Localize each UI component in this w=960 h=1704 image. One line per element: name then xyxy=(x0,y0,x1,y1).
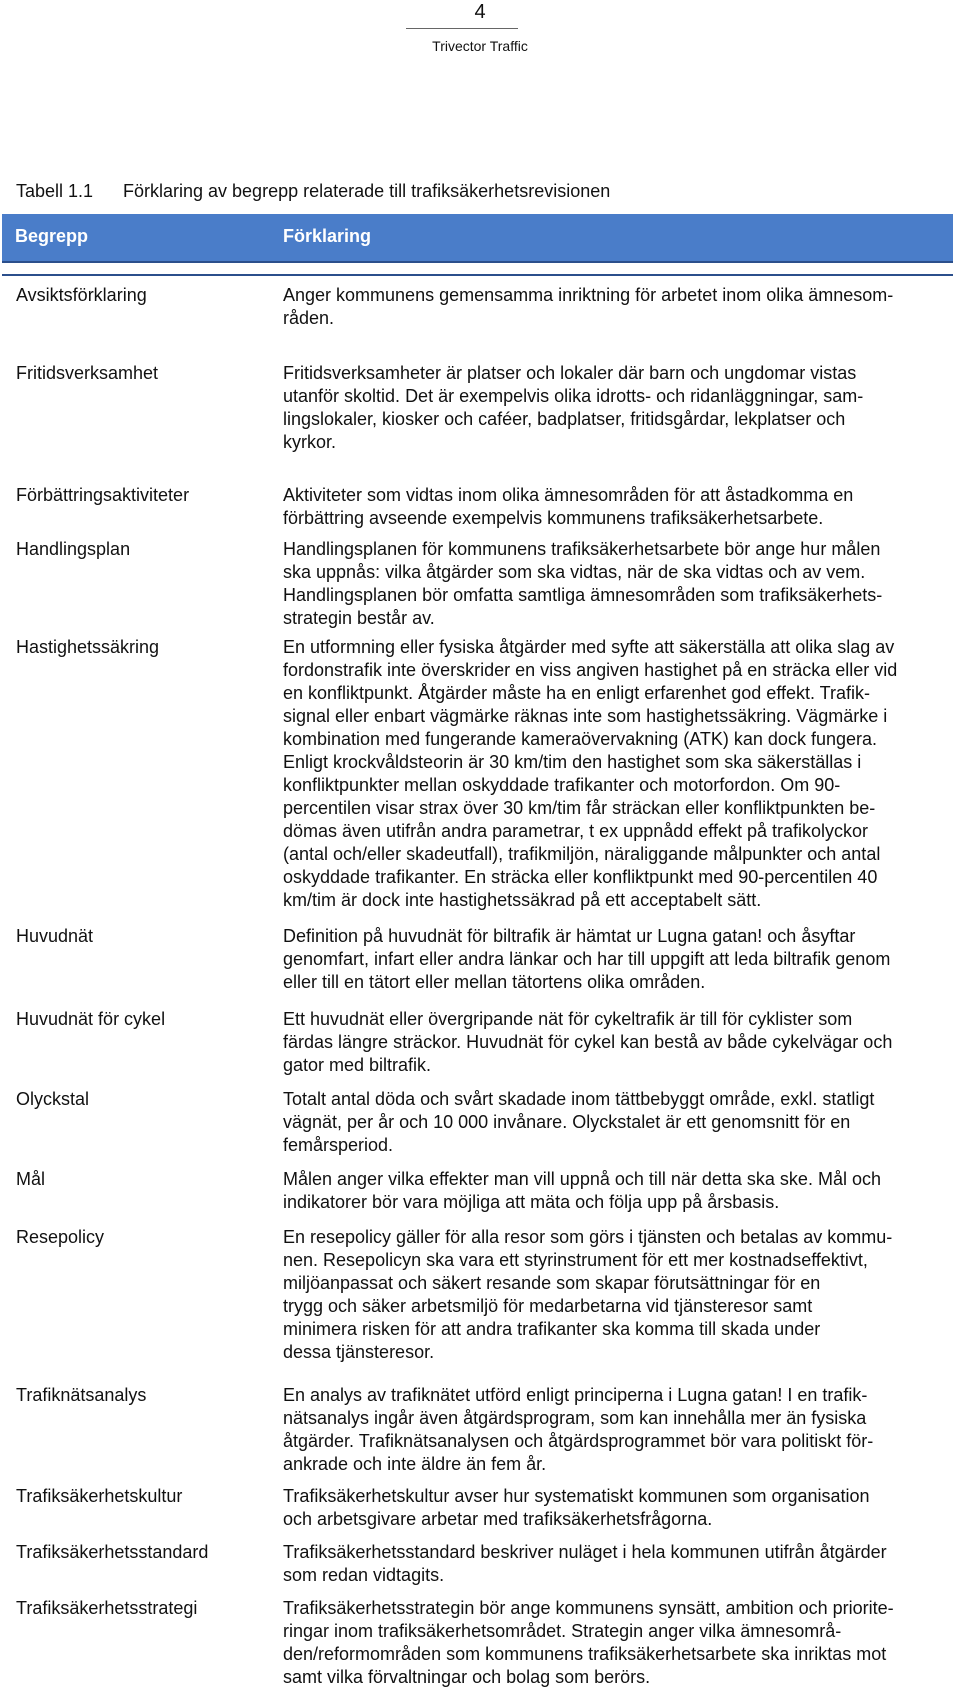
term-cell: Handlingsplan xyxy=(16,539,131,559)
explanation-line: kyrkor. xyxy=(283,432,337,452)
explanation-line: en konfliktpunkt. Åtgärder måste ha en enligt erfarenhet god effekt. Trafik- xyxy=(283,683,871,703)
explanation-line: Fritidsverksamheter är platser och lokaler där barn och ungdomar vistas xyxy=(283,363,857,383)
explanation-line: förbättring avseende exempelvis kommunens trafiksäkerhetsarbete. xyxy=(283,508,824,528)
explanation-line: indikatorer bör vara möjliga att mäta och följa upp på årsbasis. xyxy=(283,1192,780,1212)
explanation-cell xyxy=(283,484,948,530)
explanation-line: kombination med fungerande kameraövervakning (ATK) kan dock fungera. xyxy=(283,729,877,749)
header-rule xyxy=(406,28,518,29)
explanation-line: Anger kommunens gemensamma inriktning för arbetet inom olika ämnesom- xyxy=(283,285,894,305)
explanation-line: femårsperiod. xyxy=(283,1135,394,1155)
caption-label: Tabell 1.1 xyxy=(16,181,94,201)
explanation-line: utanför skoltid. Det är exempelvis olika idrotts- och ridanläggningar, sam- xyxy=(283,386,864,406)
explanation-cell xyxy=(283,1168,948,1214)
explanation-cell xyxy=(283,1088,948,1157)
page-number: 4 xyxy=(474,1,486,23)
explanation-line: (antal och/eller skadeutfall), trafikmiljön, näraliggande målpunkter och antal xyxy=(283,844,881,864)
explanation-line: Trafiksäkerhetskultur avser hur systematiskt kommunen som organisation xyxy=(283,1486,870,1506)
table-header-band xyxy=(2,214,953,263)
explanation-line: åtgärder. Trafiknätsanalysen och åtgärdsprogrammet bör vara politiskt för- xyxy=(283,1431,874,1451)
table-header xyxy=(2,214,953,276)
explanation-line: minimera risken för att andra trafikanter ska komma till skada under xyxy=(283,1319,821,1339)
explanation-line: eller till en tätort eller mellan tätortens olika områden. xyxy=(283,972,706,992)
term-cell: Trafiksäkerhetskultur xyxy=(16,1486,183,1506)
term-cell: Hastighetssäkring xyxy=(16,637,160,657)
explanation-line: den/reformområden som kommunens trafiksäkerhetsarbete ska inriktas mot xyxy=(283,1644,887,1664)
explanation-cell xyxy=(283,1008,948,1077)
explanation-line: Handlingsplanen för kommunens trafiksäkerhetsarbete bör ange hur målen xyxy=(283,539,881,559)
explanation-line: En resepolicy gäller för alla resor som görs i tjänsten och betalas av kommu- xyxy=(283,1227,893,1247)
explanation-line: nätsanalys ingår även åtgärdsprogram, som kan innehålla mer än fysiska xyxy=(283,1408,867,1428)
explanation-line: konfliktpunkter mellan oskyddade trafikanter och motorfordon. Om 90- xyxy=(283,775,841,795)
explanation-line: percentilen visar strax över 30 km/tim får sträckan eller konfliktpunkten be- xyxy=(283,798,876,818)
term-cell: Trafiksäkerhetsstandard xyxy=(16,1542,209,1562)
term-cell: Trafiknätsanalys xyxy=(16,1385,147,1405)
explanation-cell xyxy=(283,1485,948,1531)
explanation-cell xyxy=(283,362,948,454)
caption-title: Förklaring av begrepp relaterade till trafiksäkerhetsrevisionen xyxy=(123,181,611,201)
explanation-line: strategin består av. xyxy=(283,608,435,628)
term-cell: Huvudnät xyxy=(16,926,94,946)
explanation-line: signal eller enbart vägmärke räknas inte som hastighetssäkring. Vägmärke i xyxy=(283,706,888,726)
explanation-cell xyxy=(283,1597,948,1689)
explanation-cell xyxy=(283,1226,948,1364)
table-caption xyxy=(16,180,610,202)
term-cell: Fritidsverksamhet xyxy=(16,363,159,383)
explanation-line: ringar inom trafiksäkerhetsområdet. Strategin anger vilka ämnesområ- xyxy=(283,1621,842,1641)
explanation-line: ska uppnås: vilka åtgärder som ska vidtas, när de ska vidtas och av vem. xyxy=(283,562,866,582)
explanation-cell xyxy=(283,1541,948,1587)
explanation-line: fordonstrafik inte överskrider en viss angiven hastighet på en sträcka eller vid xyxy=(283,660,898,680)
explanation-line: lingslokaler, kiosker och caféer, badplatser, fritidsgårdar, lekplatser och xyxy=(283,409,846,429)
explanation-line: vägnät, per år och 10 000 invånare. Olyckstalet är ett genomsnitt för en xyxy=(283,1112,851,1132)
explanation-line: samt vilka förvaltningar och bolag som berörs. xyxy=(283,1667,651,1687)
term-cell: Huvudnät för cykel xyxy=(16,1009,166,1029)
explanation-line: Målen anger vilka effekter man vill uppnå och till när detta ska ske. Mål och xyxy=(283,1169,881,1189)
explanation-line: En utformning eller fysiska åtgärder med syfte att säkerställa att olika slag av xyxy=(283,637,895,657)
explanation-line: Totalt antal döda och svårt skadade inom tättbebyggt område, exkl. statligt xyxy=(283,1089,875,1109)
explanation-line: Aktiviteter som vidtas inom olika ämnesområden för att åstadkomma en xyxy=(283,485,854,505)
explanation-line: som redan vidtagits. xyxy=(283,1565,445,1585)
header-company: Trivector Traffic xyxy=(432,38,528,54)
explanation-line: En analys av trafiknätet utförd enligt principerna i Lugna gatan! I en trafik- xyxy=(283,1385,868,1405)
explanation-line: Trafiksäkerhetsstandard beskriver nuläget i hela kommunen utifrån åtgärder xyxy=(283,1542,887,1562)
explanation-line: Handlingsplanen bör omfatta samtliga ämnesområden som trafiksäkerhets- xyxy=(283,585,883,605)
explanation-line: Enligt krockvåldsteorin är 30 km/tim den hastighet som ska säkerställas i xyxy=(283,752,862,772)
term-cell: Trafiksäkerhetsstrategi xyxy=(16,1598,198,1618)
explanation-line: dessa tjänsteresor. xyxy=(283,1342,435,1362)
explanation-cell xyxy=(283,284,948,330)
explanation-line: genomfart, infart eller andra länkar och har till uppgift att leda biltrafik genom xyxy=(283,949,891,969)
explanation-line: km/tim är dock inte hastighetssäkrad på ett acceptabelt sätt. xyxy=(283,890,762,910)
explanation-cell xyxy=(283,538,948,630)
explanation-line: oskyddade trafikanter. En sträcka eller konfliktpunkt med 90-percentilen 40 xyxy=(283,867,878,887)
explanation-line: Ett huvudnät eller övergripande nät för cykeltrafik är till för cyklister som xyxy=(283,1009,853,1029)
explanation-cell xyxy=(283,1384,948,1476)
explanation-line: råden. xyxy=(283,308,335,328)
explanation-line: Trafiksäkerhetsstrategin bör ange kommunens synsätt, ambition och priorite- xyxy=(283,1598,894,1618)
explanation-line: dömas även utifrån andra parametrar, t ex uppnådd effekt på trafikolyckor xyxy=(283,821,868,841)
explanation-line: miljöanpassat och säkert resande som skapar förutsättningar för en xyxy=(283,1273,821,1293)
explanation-cell xyxy=(283,925,948,994)
explanation-cell xyxy=(283,636,948,912)
explanation-line: och arbetsgivare arbetar med trafiksäkerhetsfrågorna. xyxy=(283,1509,713,1529)
term-cell: Resepolicy xyxy=(16,1227,105,1247)
explanation-line: ankrade och inte äldre än fem år. xyxy=(283,1454,547,1474)
term-cell: Olyckstal xyxy=(16,1089,90,1109)
explanation-line: Definition på huvudnät för biltrafik är hämtat ur Lugna gatan! och åsyftar xyxy=(283,926,856,946)
explanation-line: färdas längre sträckor. Huvudnät för cykel kan bestå av både cykelvägar och xyxy=(283,1032,893,1052)
explanation-line: gator med biltrafik. xyxy=(283,1055,432,1075)
column-header-term: Begrepp xyxy=(15,226,89,246)
term-cell: Mål xyxy=(16,1169,46,1189)
term-cell: Avsiktsförklaring xyxy=(16,285,147,305)
explanation-line: trygg och säker arbetsmiljö för medarbetarna vid tjänsteresor samt xyxy=(283,1296,813,1316)
term-cell: Förbättringsaktiviteter xyxy=(16,485,190,505)
explanation-line: nen. Resepolicyn ska vara ett styrinstrument för ett mer kostnadseffektivt, xyxy=(283,1250,868,1270)
column-header-explanation: Förklaring xyxy=(283,226,372,246)
